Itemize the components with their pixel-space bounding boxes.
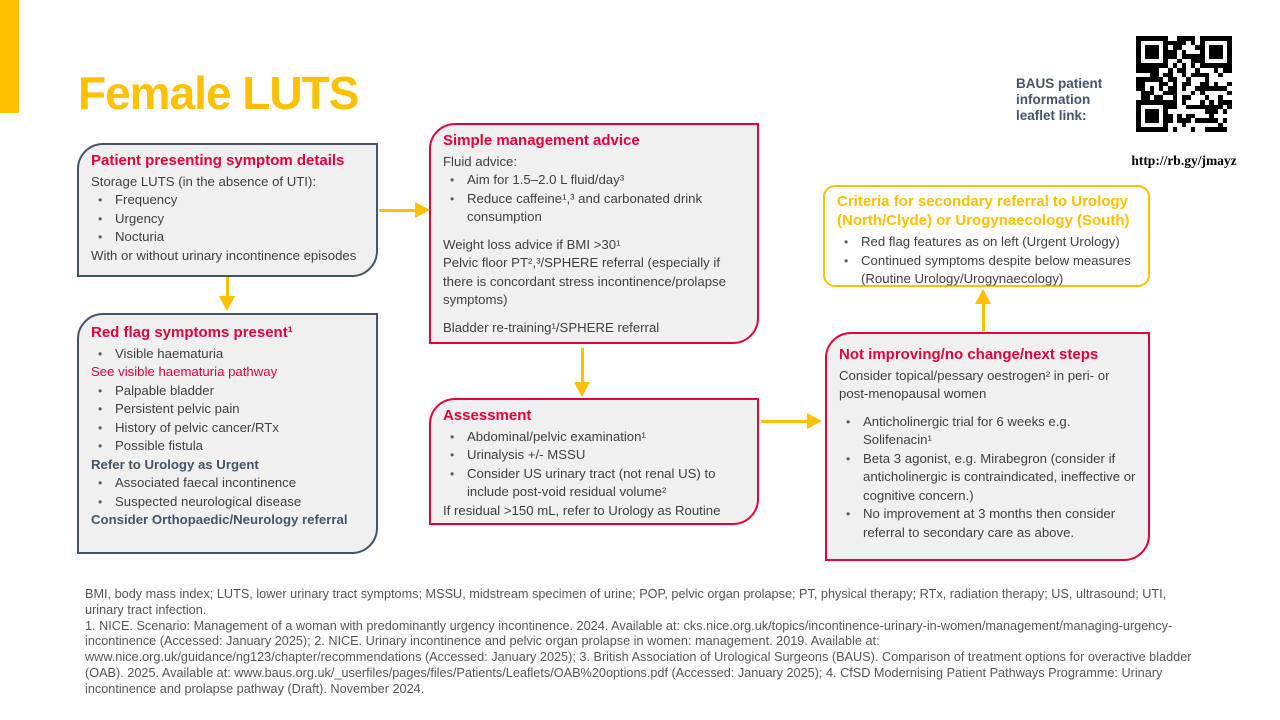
box-patient-presenting (77, 143, 378, 277)
box-body (837, 233, 1136, 289)
bullet-glyph: • (844, 235, 849, 249)
box-assessment (429, 398, 759, 525)
red-flag-line (91, 493, 364, 512)
line-text: Associated faecal incontinence (115, 475, 297, 490)
line-text: Nocturia (115, 229, 165, 244)
next-steps-line (839, 505, 1136, 542)
red-flag-line (91, 419, 364, 438)
line-text: Anticholinergic trial for 6 weeks e.g. Solifenacin¹ (863, 413, 1071, 447)
assessment-line (443, 428, 745, 447)
line-text: Consider topical/pessary oestrogen² in peri- or post-menopausal women (839, 367, 1110, 401)
line-text: No improvement at 3 months then consider referral to secondary care as above. (863, 506, 1116, 540)
line-text: Suspected neurological disease (115, 493, 302, 509)
bullet-glyph: • (450, 429, 455, 444)
line-text: Refer to Urology as Urgent (91, 456, 259, 472)
bullet-glyph: • (844, 253, 849, 268)
line-text: Weight loss advice if BMI >30¹ (443, 236, 621, 252)
simple-management-line (443, 190, 745, 227)
patient-line (91, 173, 364, 192)
bullet-glyph: • (98, 383, 103, 398)
box-body (839, 367, 1136, 543)
qr-url: http://rb.gy/jmayz (1131, 153, 1237, 168)
patient-line (91, 191, 364, 210)
line-text: Reduce caffeine¹,³ and carbonated drink consumption (467, 190, 703, 224)
referral-criteria-line (837, 252, 1136, 289)
line-text: Urinalysis +/- MSSU (467, 447, 586, 462)
box-body (443, 153, 745, 338)
red-flag-line (91, 345, 364, 364)
bullet-glyph: • (98, 494, 103, 509)
line-text: History of pelvic cancer/RTx (115, 419, 279, 435)
red-flag-line (91, 456, 364, 475)
bullet-glyph: • (98, 211, 103, 226)
next-steps-line (839, 367, 1136, 404)
arrow-simple-to-assessment-icon (574, 348, 590, 397)
arrow-assessment-to-nextsteps-icon (761, 413, 822, 429)
footer-abbreviations: BMI, body mass index; LUTS, lower urinary tract symptoms; MSSU, midstream specimen of urine; POP, pelvic organ prolapse; PT, physical therapy; RTx, radiation therapy; US, ultrasound; UTI, urinary tract infection. (85, 587, 1167, 617)
page-title: Female LUTS (78, 67, 359, 119)
box-red-flag (77, 313, 378, 554)
qr-code (1136, 36, 1232, 132)
line-text: Visible haematuria (115, 345, 224, 361)
footer-references: 1. NICE. Scenario: Management of a woman with predominantly urgency incontinence. 2024. Available at: cks.nice.org.uk/topics/incontinence-urinary-in-women/management/managing-urgency-incontinence (Accessed: January 2025); 2. NICE. Urinary incontinence and pelvic organ prolapse in women: management. 2019. Available at: www.nice.org.uk/guidance/ng123/chapter/recommendations (Accessed: January 2025); 3. British Association of Urological Surgeons (BAUS). Comparison of treatment options for overactive bladder (OAB). 2025. Available at: www.baus.org.uk/_userfiles/pages/files/Patients/Leaflets/OAB%20options.pdf (Accessed: January 2025); 4. CfSD Modernising Patient Pathways Programme: Urinary incontinence and prolapse pathway (Draft). November 2024. (85, 618, 1192, 696)
box-body (91, 345, 364, 530)
arrow-nextsteps-to-criteria-icon (975, 289, 991, 331)
bullet-glyph: • (98, 230, 103, 244)
red-flag-line (91, 511, 364, 530)
bullet-glyph: • (98, 476, 103, 490)
simple-management-line (443, 153, 745, 172)
box-heading: Assessment (443, 407, 532, 424)
bullet-glyph: • (450, 466, 455, 481)
line-text: Possible fistula (115, 438, 203, 453)
next-steps-line (839, 450, 1136, 506)
box-heading: Criteria for secondary referral to Urology (North/Clyde) or Urogynaecology (South) (837, 193, 1130, 229)
line-text: Storage LUTS (in the absence of UTI): (91, 173, 317, 189)
simple-management-line (443, 254, 745, 310)
line-text: Beta 3 agonist, e.g. Mirabegron (consider if anticholinergic is contraindicated, ineffective or cognitive concern.) (863, 450, 1136, 503)
line-text: Palpable bladder (115, 382, 214, 398)
patient-line (91, 247, 364, 266)
line-text: With or without urinary incontinence episodes (91, 247, 357, 263)
box-heading: Simple management advice (443, 132, 640, 149)
line-text: Persistent pelvic pain (115, 401, 240, 416)
qr-label: BAUS patient information leaflet link: (1016, 76, 1103, 123)
line-text: Red flag features as on left (Urgent Urology) (861, 234, 1120, 249)
line-text: Urgency (115, 210, 165, 226)
simple-management-line (443, 319, 745, 338)
box-simple-management (429, 123, 759, 344)
arrow-patient-to-simple-icon (379, 202, 430, 218)
box-next-steps (825, 332, 1150, 561)
line-text: Frequency (115, 192, 178, 207)
line-text: Aim for 1.5–2.0 L fluid/day³ (467, 172, 625, 187)
line-text: Bladder re-training¹/SPHERE referral (443, 319, 660, 335)
red-flag-line (91, 363, 364, 382)
bullet-glyph: • (450, 173, 455, 187)
red-flag-line (91, 400, 364, 419)
simple-management-line (443, 171, 745, 190)
bullet-glyph: • (846, 451, 851, 466)
line-text: Consider Orthopaedic/Neurology referral (91, 512, 348, 527)
line-text: Abdominal/pelvic examination¹ (467, 428, 646, 444)
bullet-glyph: • (450, 191, 455, 206)
box-heading: Patient presenting symptom details (91, 152, 345, 169)
red-flag-line (91, 437, 364, 456)
bullet-glyph: • (98, 193, 103, 207)
simple-management-line (443, 236, 745, 255)
bullet-glyph: • (846, 507, 851, 521)
next-steps-line (839, 413, 1136, 450)
red-flag-line (91, 382, 364, 401)
line-text: Consider US urinary tract (not renal US) to include post-void residual volume² (467, 465, 716, 499)
red-flag-line (91, 474, 364, 493)
box-heading: Not improving/no change/next steps (839, 346, 1099, 363)
bullet-glyph: • (846, 414, 851, 429)
bullet-glyph: • (450, 448, 455, 462)
line-text: If residual >150 mL, refer to Urology as Routine (443, 502, 721, 518)
footer (85, 587, 1198, 698)
accent-bar (0, 0, 19, 113)
assessment-line (443, 465, 745, 502)
patient-line (91, 228, 364, 247)
bullet-glyph: • (98, 346, 103, 361)
bullet-glyph: • (98, 420, 103, 435)
referral-criteria-line (837, 233, 1136, 252)
arrow-patient-to-redflag-icon (219, 277, 235, 311)
bullet-glyph: • (98, 402, 103, 416)
box-referral-criteria (823, 185, 1150, 287)
assessment-line (443, 502, 745, 521)
patient-line (91, 210, 364, 229)
bullet-glyph: • (98, 439, 103, 453)
line-text: Fluid advice: (443, 153, 518, 169)
assessment-line (443, 446, 745, 465)
line-text: See visible haematuria pathway (91, 364, 278, 379)
line-text: Pelvic floor PT²,³/SPHERE referral (especially if there is concordant stress incontinence/prolapse symptoms) (443, 255, 726, 307)
box-body (91, 173, 364, 266)
line-text: Continued symptoms despite below measures (Routine Urology/Urogynaecology) (861, 252, 1131, 286)
box-heading: Red flag symptoms present¹ (91, 324, 293, 341)
box-body (443, 428, 745, 521)
